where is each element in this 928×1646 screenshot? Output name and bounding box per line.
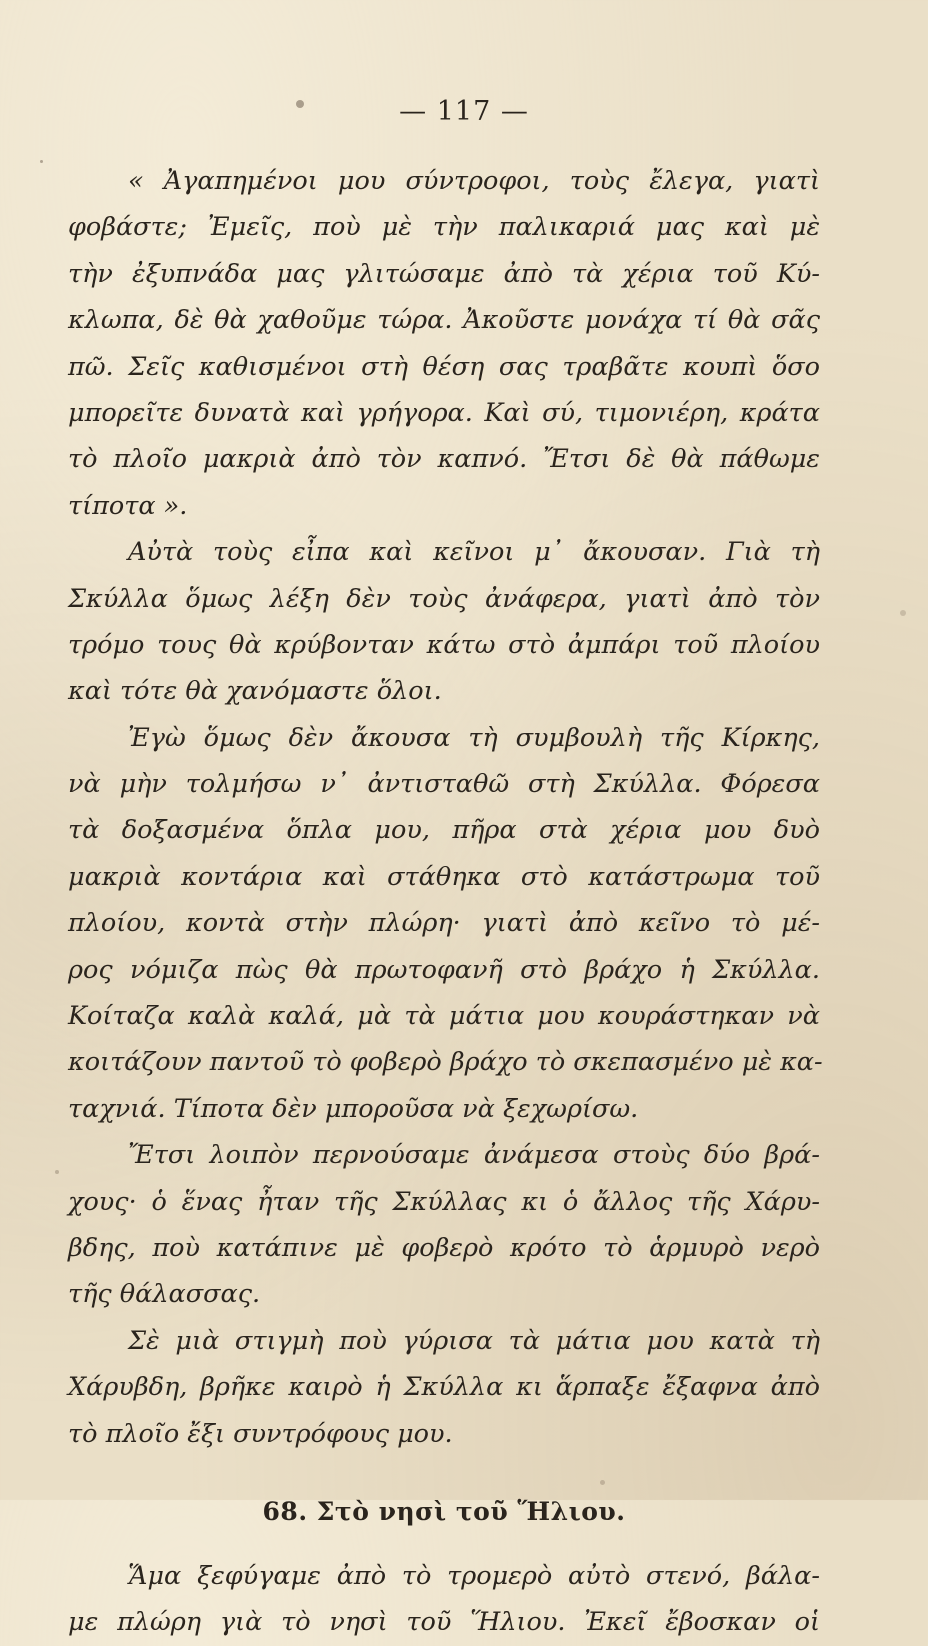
text-line: Σκύλλα ὅμως λέξη δὲν τοὺς ἀνάφερα, γιατὶ ἀπὸ τὸν: [68, 583, 820, 614]
text-line: « Ἀγαπημένοι μου σύντροφοι, τοὺς ἔλεγα, γιατὶ: [128, 166, 820, 196]
text-line: Αὐτὰ τοὺς εἶπα καὶ κεῖνοι μ᾿ ἄκουσαν. Γιὰ τὴ: [128, 537, 820, 568]
text-line: καὶ τότε θὰ χανόμαστε ὅλοι.: [68, 676, 442, 707]
text-line: τίποτα ».: [68, 490, 188, 521]
paper-speck: [40, 160, 43, 163]
text-line: χους· ὁ ἕνας ἦταν τῆς Σκύλλας κι ὁ ἄλλος τῆς Χάρυ-: [68, 1186, 820, 1217]
text-line: με πλώρη γιὰ τὸ νησὶ τοῦ Ἥλιου. Ἐκεῖ ἔβοσκαν οἱ: [68, 1607, 820, 1638]
paragraph-4: [68, 1132, 820, 1318]
text-line: Ἅμα ξεφύγαμε ἀπὸ τὸ τρομερὸ αὐτὸ στενό, βάλα-: [128, 1560, 820, 1591]
text-line: κοιτάζουν παντοῦ τὸ φοβερὸ βράχο τὸ σκεπασμένο μὲ κα-: [68, 1047, 823, 1078]
paragraph-5: [68, 1318, 820, 1457]
text-line: τὰ δοξασμένα ὅπλα μου, πῆρα στὰ χέρια μου δυὸ: [68, 815, 820, 846]
text-line: τρόμο τους θὰ κρύβονταν κάτω στὸ ἀμπάρι τοῦ πλοίου: [68, 629, 820, 660]
page-number: — 117 —: [399, 96, 529, 127]
text-line: φοβάστε; Ἐμεῖς, ποὺ μὲ τὴν παλικαριά μας καὶ μὲ: [68, 212, 820, 243]
text-line: Χάρυβδη, βρῆκε καιρὸ ἡ Σκύλλα κι ἅρπαξε ἔξαφνα ἀπὸ: [68, 1372, 820, 1403]
text-line: Κοίταζα καλὰ καλά, μὰ τὰ μάτια μου κουράστηκαν νὰ: [68, 1001, 820, 1032]
text-line: τὸ πλοῖο μακριὰ ἀπὸ τὸν καπνό. Ἔτσι δὲ θὰ πάθωμε: [68, 444, 820, 475]
paper-speck: [900, 610, 906, 616]
paper-speck: [55, 1170, 59, 1174]
paragraph-6: [68, 1553, 820, 1646]
paragraph-3: [68, 715, 823, 1133]
text-line: τῆς θάλασσας.: [68, 1279, 261, 1310]
text-line: πῶ. Σεῖς καθισμένοι στὴ θέση σας τραβᾶτε κουπὶ ὅσο: [68, 351, 820, 382]
paper-speck: [296, 100, 304, 108]
paragraph-1: [68, 158, 820, 529]
text-line: κλωπα, δὲ θὰ χαθοῦμε τώρα. Ἀκοῦστε μονάχα τί θὰ σᾶς: [68, 305, 820, 336]
text-line: τὸ πλοῖο ἔξι συντρόφους μου.: [68, 1418, 453, 1449]
text-line: πλοίου, κοντὰ στὴν πλώρη· γιατὶ ἀπὸ κεῖνο τὸ μέ-: [68, 908, 820, 939]
text-line: Σὲ μιὰ στιγμὴ ποὺ γύρισα τὰ μάτια μου κατὰ τὴ: [128, 1325, 820, 1356]
text-line: ταχνιά. Τίποτα δὲν μποροῦσα νὰ ξεχωρίσω.: [68, 1093, 639, 1124]
text-line: μακριὰ κοντάρια καὶ στάθηκα στὸ κατάστρωμα τοῦ: [68, 861, 820, 892]
text-line: ρος νόμιζα πὼς θὰ πρωτοφανῆ στὸ βράχο ἡ Σκύλλα.: [68, 954, 820, 985]
text-line: Ἔτσι λοιπὸν περνούσαμε ἀνάμεσα στοὺς δύο βρά-: [128, 1140, 820, 1171]
paper-speck: [600, 1480, 605, 1485]
text-line: τὴν ἐξυπνάδα μας γλιτώσαμε ἀπὸ τὰ χέρια τοῦ Κύ-: [68, 258, 820, 289]
text-line: βδης, ποὺ κατάπινε μὲ φοβερὸ κρότο τὸ ἁρμυρὸ νερὸ: [68, 1232, 820, 1263]
paragraph-2: [68, 529, 820, 715]
section-heading: 68. Στὸ νησὶ τοῦ Ἥλιου.: [262, 1496, 626, 1526]
text-line: μπορεῖτε δυνατὰ καὶ γρήγορα. Καὶ σύ, τιμονιέρη, κράτα: [68, 397, 820, 428]
body-text: [68, 158, 823, 1646]
text-line: νὰ μὴν τολμήσω ν᾿ ἀντισταθῶ στὴ Σκύλλα. Φόρεσα: [68, 769, 820, 800]
text-line: Ἐγὼ ὅμως δὲν ἄκουσα τὴ συμβουλὴ τῆς Κίρκης,: [128, 722, 820, 753]
